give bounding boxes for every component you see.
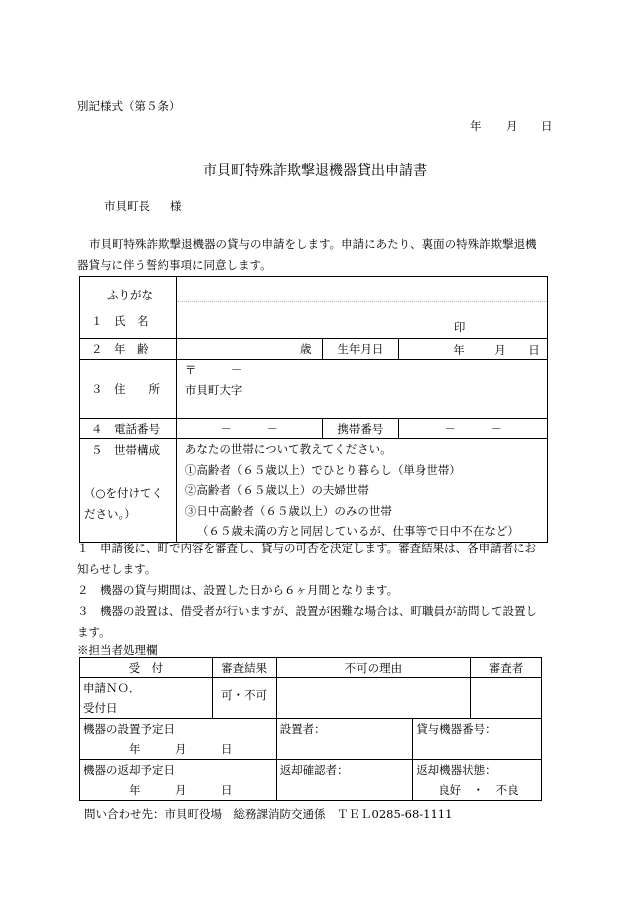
return-checker-label: 返却確認者：: [279, 763, 349, 777]
phone-dashes: － －: [220, 421, 278, 436]
household-label: ５ 世帯構成: [91, 443, 160, 457]
document-title: 市貝町特殊詐欺撃退機器貸出申請書: [203, 163, 427, 179]
birth-year-label: 年: [453, 343, 465, 357]
postal-dash: －: [230, 363, 243, 377]
install-date-label: 機器の設置予定日: [83, 722, 175, 736]
reviewer-header: 審査者: [471, 658, 542, 678]
address-prefix: 市貝町大字: [184, 383, 243, 397]
household-option-1[interactable]: ①高齢者（６５歳以上）でひとり暮らし（単身世帯）: [184, 462, 461, 477]
result-header: 審査結果: [212, 658, 276, 678]
household-option-2[interactable]: ②高齢者（６５歳以上）の夫婦世帯: [184, 483, 369, 497]
return-date-fields: 年 月 日: [129, 783, 233, 797]
applicant-table: [79, 276, 548, 543]
name-label: １ 氏 名: [91, 314, 149, 328]
mobile-field[interactable]: [399, 419, 548, 439]
seal-mark: 印: [453, 320, 466, 334]
notes-section: [77, 538, 557, 643]
form-reference: 別記様式（第５条）: [77, 99, 181, 113]
household-option-3-note: （６５歳未満の方と同居しているが、仕事等で日中不在など）: [196, 524, 519, 538]
phone-label: ４ 電話番号: [80, 419, 177, 439]
return-checker-cell[interactable]: [276, 760, 413, 801]
mobile-dashes: － －: [444, 421, 502, 436]
reception-header: 受 付: [80, 658, 213, 678]
reviewer-cell[interactable]: [471, 678, 542, 719]
household-note-1: （○を付けてく: [84, 486, 164, 500]
return-condition-label: 返却機器状態：: [416, 763, 497, 777]
note-3-line-1: ３ 機器の設置は、借受者が行いますが、設置が困難な場合は、町職員が訪問して設置し: [77, 604, 537, 618]
addressee-name: 市貝町長: [104, 199, 150, 213]
result-cell[interactable]: [212, 678, 276, 719]
age-field[interactable]: [176, 339, 322, 360]
birth-month-label: 月: [494, 343, 506, 357]
reason-header: 不可の理由: [276, 658, 470, 678]
date-month-label: 月: [506, 119, 518, 133]
address-field[interactable]: [176, 360, 547, 419]
intro-paragraph: [77, 234, 557, 276]
intro-line-2: 器貸与に伴う誓約事項に同意します。: [77, 258, 272, 272]
birthdate-field[interactable]: [399, 339, 548, 360]
return-date-cell[interactable]: [80, 760, 277, 801]
reason-cell[interactable]: [276, 678, 470, 719]
household-label-cell: [80, 439, 177, 543]
installer-label: 設置者：: [279, 722, 326, 736]
name-label-cell: [80, 277, 177, 339]
note-1-line-2: 知らせします。: [77, 562, 157, 576]
result-options: 可・不可: [221, 688, 268, 702]
install-date-fields: 年 月 日: [129, 742, 233, 756]
age-unit: 歳: [300, 342, 312, 356]
date-year-label: 年: [470, 119, 482, 133]
lent-device-number-label: 貸与機器番号：: [416, 722, 497, 736]
birthdate-label: 生年月日: [322, 339, 399, 360]
lent-device-number-cell[interactable]: [413, 719, 542, 760]
staff-section-heading: ※担当者処理欄: [77, 643, 158, 657]
staff-table: [79, 657, 542, 801]
date-day-label: 日: [541, 119, 553, 133]
reception-cell[interactable]: [80, 678, 213, 719]
intro-line-1: 市貝町特殊詐欺撃退機器の貸与の申請をします。申請にあたり、裏面の特殊詐欺撃退機: [89, 237, 537, 251]
application-number-label: 申請ＮＯ．: [83, 681, 141, 695]
addressee-honorific: 様: [170, 199, 182, 213]
furigana-label: ふりがな: [107, 288, 153, 302]
return-condition-cell[interactable]: [413, 760, 542, 801]
note-1-line-1: １ 申請後に、町で内容を審査し、貸与の可否を決定します。審査結果は、各申請者にお: [77, 541, 537, 555]
install-date-cell[interactable]: [80, 719, 277, 760]
phone-field[interactable]: [176, 419, 322, 439]
name-field[interactable]: [176, 277, 547, 339]
age-label: ２ 年 齢: [80, 339, 177, 360]
mobile-label: 携帯番号: [322, 419, 399, 439]
received-date-label: 受付日: [83, 701, 118, 715]
household-note-2: ださい。）: [84, 507, 136, 521]
contact-footer: 問い合わせ先：市貝町役場 総務課消防交通係 ＴＥＬ0285-68-1111: [84, 807, 453, 821]
note-2-line-1: ２ 機器の貸与期間は、設置した日から６ヶ月間となります。: [77, 583, 399, 597]
address-label: ３ 住 所: [80, 360, 177, 419]
household-option-3[interactable]: ③日中高齢者（６５歳以上）のみの世帯: [184, 503, 392, 518]
installer-cell[interactable]: [276, 719, 413, 760]
birth-day-label: 日: [528, 343, 540, 357]
furigana-divider: [177, 301, 547, 302]
household-question: あなたの世帯について教えてください。: [184, 442, 392, 456]
return-condition-options: 良好 ・ 不良: [438, 783, 519, 797]
postal-mark: 〒: [184, 363, 197, 377]
note-3-line-2: ます。: [77, 625, 111, 639]
household-options[interactable]: [176, 439, 547, 543]
return-date-label: 機器の返却予定日: [83, 763, 175, 777]
